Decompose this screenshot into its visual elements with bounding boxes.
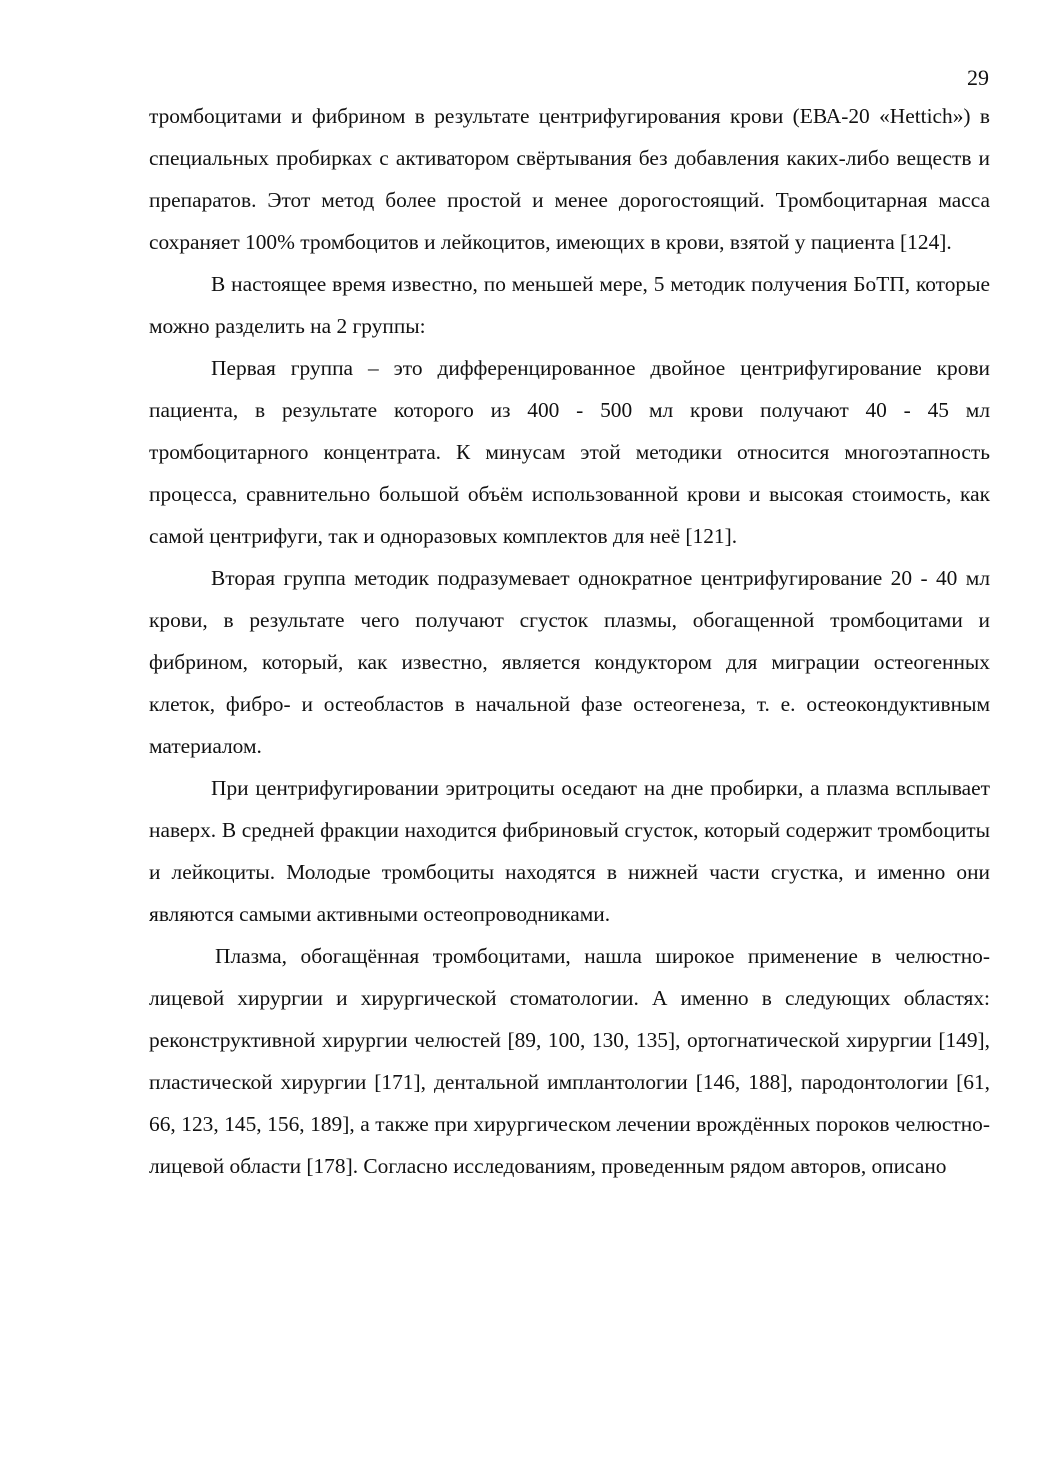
paragraph-centrifugation: При центрифугировании эритроциты оседают на дне пробирки, а плазма всплывает наверх. В средней фракции находится фибриновый сгусток, который содержит тромбоциты и лейкоциты. Молодые тромбоциты находятся в нижней части сгустка, и именно они являются самыми активными остеопроводниками.	[149, 776, 990, 926]
paragraph-first-group: Первая группа – это дифференцированное двойное центрифугирование крови пациента, в результате которого из 400 - 500 мл крови получают 40 - 45 мл тромбоцитарного концентрата. К минусам этой методики относится многоэтапность процесса, сравнительно большой объём использованной крови и высокая стоимость, как самой центрифуги, так и одноразовых комплектов для неё [121].	[149, 356, 990, 548]
paragraph-second-group: Вторая группа методик подразумевает однократное центрифугирование 20 - 40 мл крови, в результате чего получают сгусток плазмы, обогащенной тромбоцитами и фибрином, который, как известно, является кондуктором для миграции остеогенных клеток, фибро- и остеобластов в начальной фазе остеогенеза, т. е. остеокондуктивным материалом.	[149, 566, 990, 758]
page-number: 29	[967, 65, 989, 90]
paragraph-continuation: тромбоцитами и фибрином в результате центрифугирования крови (ЕВА-20 «Hettich») в специальных пробирках с активатором свёртывания без добавления каких-либо веществ и препаратов. Этот метод более простой и менее дорогостоящий. Тромбоцитарная масса сохраняет 100% тромбоцитов и лейкоцитов, имеющих в крови, взятой у пациента [124].	[149, 104, 990, 254]
paragraph-applications: Плазма, обогащённая тромбоцитами, нашла широкое применение в челюстно-лицевой хирургии и хирургической стоматологии. А именно в следующих областях: реконструктивной хирургии челюстей [89, 100, 130, 135], ортогнатической хирургии [149], пластической хирургии [171], дентальной имплантологии [146, 188], пародонтологии [61, 66, 123, 145, 156, 189], а также при хирургическом лечении врождённых пороков челюстно-лицевой области [178]. Согласно исследованиям, проведенным рядом авторов, описано	[149, 944, 990, 1178]
document-body	[149, 95, 990, 1187]
paragraph-methods-intro: В настоящее время известно, по меньшей мере, 5 методик получения БоТП, которые можно разделить на 2 группы:	[149, 272, 990, 338]
